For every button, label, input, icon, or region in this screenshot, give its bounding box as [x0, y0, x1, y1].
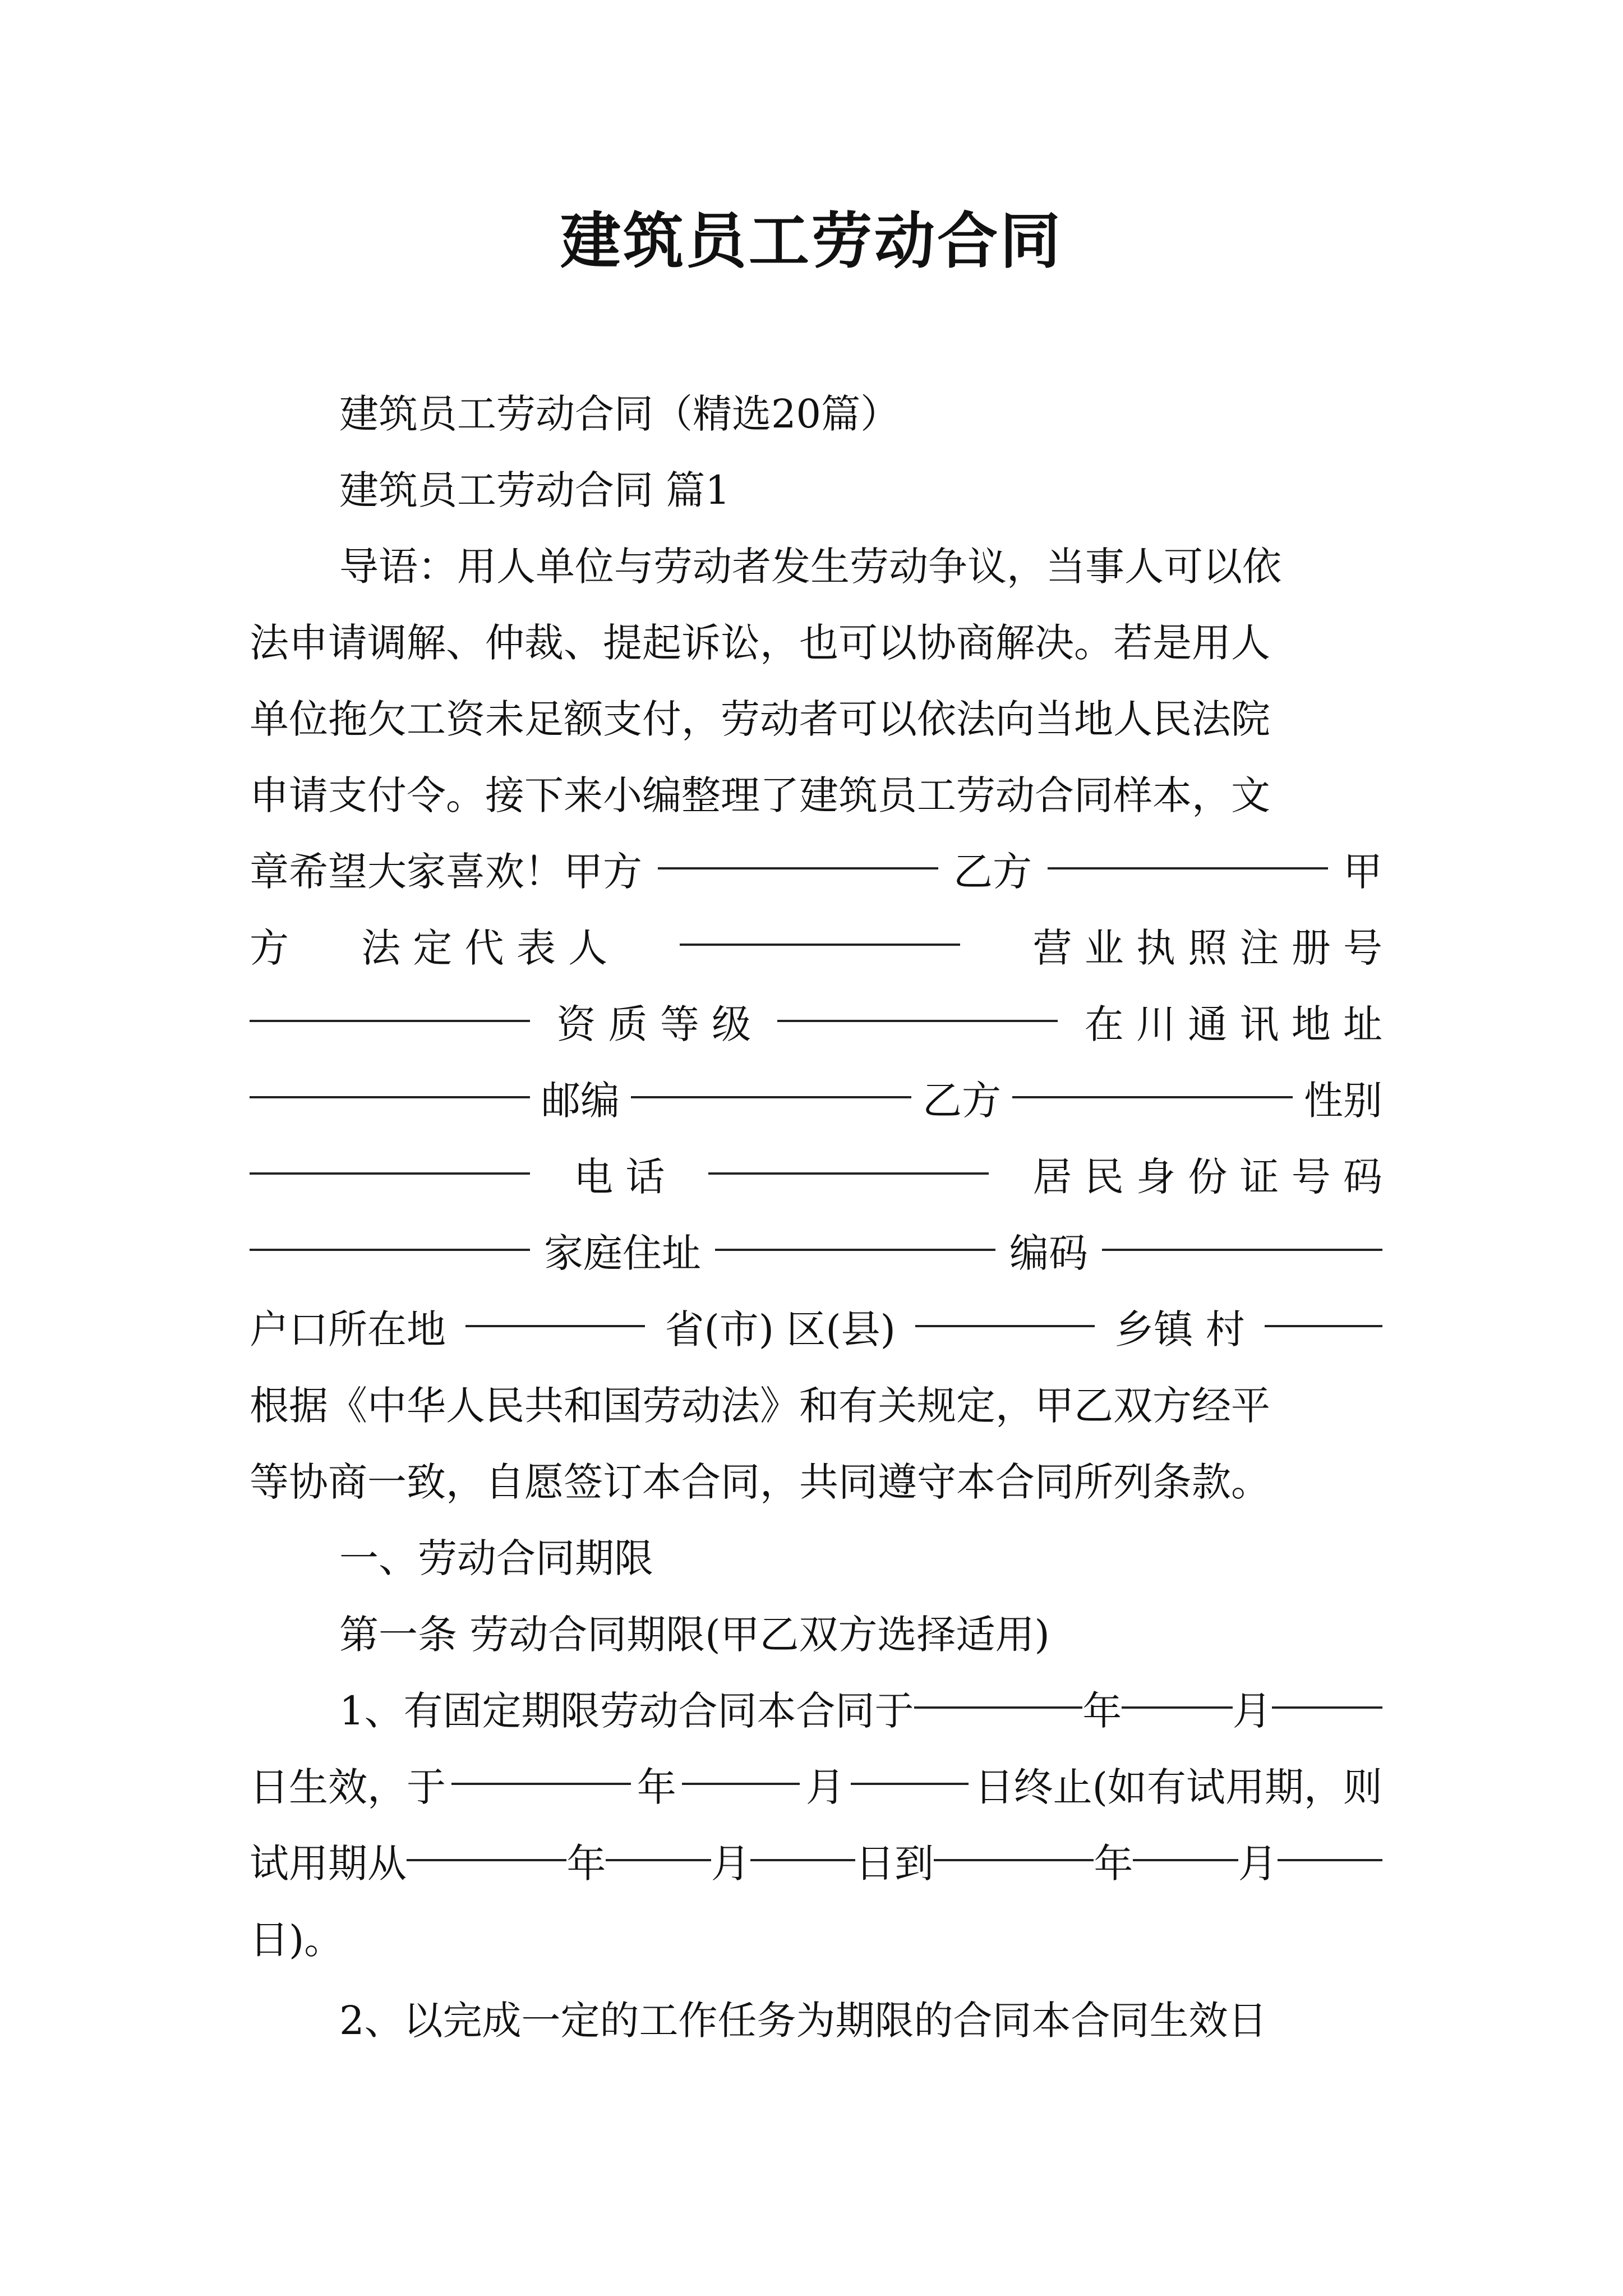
form-label: 乙方 [923, 1078, 1001, 1124]
form-label: 方 [250, 925, 289, 971]
section-heading: 建筑员工劳动合同 篇1 [339, 467, 730, 513]
clause-text: 1、有固定期限劳动合同本合同于 [339, 1688, 914, 1734]
blank-field [658, 834, 938, 869]
year-label: 年 [1082, 1688, 1122, 1734]
clause2-line-1: 2、以完成一定的工作任务为期限的合同本合同生效日 [339, 1998, 1267, 2044]
clause-text: 日到 [855, 1841, 934, 1887]
subtitle: 建筑员工劳动合同（精选20篇） [339, 391, 900, 437]
blank-field [680, 910, 960, 946]
form-label: 营 业 执 照 注 册 号 [1032, 925, 1382, 971]
intro-line-1: 导语：用人单位与劳动者发生劳动争议，当事人可以依 [339, 544, 1281, 590]
blank-field [631, 1062, 911, 1098]
form-label: 性别 [1304, 1078, 1382, 1124]
form-label: 省(市) 区(县) [665, 1306, 896, 1352]
blank-field [465, 1291, 645, 1327]
form-line-qualification [250, 986, 1382, 1062]
blank-field [451, 1749, 631, 1785]
form-label: 家庭住址 [544, 1230, 701, 1276]
blank-field [851, 1749, 969, 1785]
intro-line-2: 法申请调解、仲裁、提起诉讼，也可以协商解决。若是用人 [250, 620, 1270, 666]
blank-field [1122, 1673, 1232, 1709]
blank-field [1272, 1673, 1382, 1709]
month-label: 月 [711, 1841, 750, 1887]
clause1-line-3 [250, 1825, 1382, 1902]
year-label: 年 [637, 1764, 676, 1810]
blank-field [1102, 1215, 1382, 1251]
blank-field [1133, 1825, 1238, 1861]
form-line-party-a [250, 834, 1382, 910]
form-line-address [250, 1215, 1382, 1291]
blank-field [1265, 1291, 1382, 1327]
blank-field [708, 1139, 989, 1175]
year-label: 年 [1094, 1841, 1133, 1887]
document-title: 建筑员工劳动合同 [560, 206, 1063, 277]
clause-text: 日终止(如有试用期，则 [974, 1764, 1382, 1810]
form-line-postcode [250, 1062, 1382, 1139]
form-label: 法 定 代 表 人 [361, 925, 608, 971]
month-label: 月 [1232, 1688, 1272, 1734]
blank-field [1012, 1062, 1293, 1098]
form-label: 乡镇 村 [1114, 1306, 1245, 1352]
form-label: 电 话 [574, 1154, 665, 1200]
blank-field [1278, 1825, 1382, 1861]
blank-field [606, 1825, 711, 1861]
blank-field [777, 986, 1058, 1022]
form-label: 资 质 等 级 [556, 1001, 751, 1047]
blank-field [750, 1825, 855, 1861]
article-heading: 第一条 劳动合同期限(甲乙双方选择适用) [339, 1612, 1050, 1658]
blank-field [250, 1215, 530, 1251]
blank-field [407, 1825, 566, 1861]
form-label: 居 民 身 份 证 号 码 [1032, 1154, 1382, 1200]
blank-field [715, 1215, 995, 1251]
form-label: 章希望大家喜欢！甲方 [250, 849, 642, 895]
month-label: 月 [1238, 1841, 1278, 1887]
form-label: 在 川 通 讯 地 址 [1084, 1001, 1382, 1047]
clause1-line-1 [250, 1673, 1382, 1749]
blank-field [915, 1291, 1095, 1327]
intro-line-3: 单位拖欠工资未足额支付，劳动者可以依法向当地人民法院 [250, 696, 1270, 742]
form-label: 邮编 [541, 1078, 620, 1124]
year-label: 年 [566, 1841, 606, 1887]
clause1-line-4: 日)。 [250, 1917, 344, 1963]
form-label: 乙方 [953, 849, 1032, 895]
blank-field [682, 1749, 800, 1785]
blank-field [1048, 834, 1328, 869]
form-label: 甲 [1343, 849, 1382, 895]
form-line-hukou [250, 1291, 1382, 1368]
form-label: 户口所在地 [250, 1306, 446, 1352]
form-label: 编码 [1009, 1230, 1088, 1276]
form-line-legal-rep [250, 910, 1382, 986]
blank-field [914, 1673, 1083, 1709]
blank-field [250, 1139, 530, 1175]
blank-field [250, 1062, 530, 1098]
document-body [250, 376, 1382, 2059]
intro-line-4: 申请支付令。接下来小编整理了建筑员工劳动合同样本，文 [250, 772, 1270, 818]
chapter-heading: 一、劳动合同期限 [339, 1535, 653, 1581]
blank-field [250, 986, 530, 1022]
month-label: 月 [805, 1764, 845, 1810]
basis-line-2: 等协商一致，自愿签订本合同，共同遵守本合同所列条款。 [250, 1459, 1270, 1505]
clause-text: 日生效，于 [250, 1764, 446, 1810]
blank-field [934, 1825, 1094, 1861]
form-line-phone [250, 1139, 1382, 1215]
clause-text: 试用期从 [250, 1841, 407, 1887]
basis-line-1: 根据《中华人民共和国劳动法》和有关规定，甲乙双方经平 [250, 1383, 1270, 1429]
clause1-line-2 [250, 1749, 1382, 1825]
